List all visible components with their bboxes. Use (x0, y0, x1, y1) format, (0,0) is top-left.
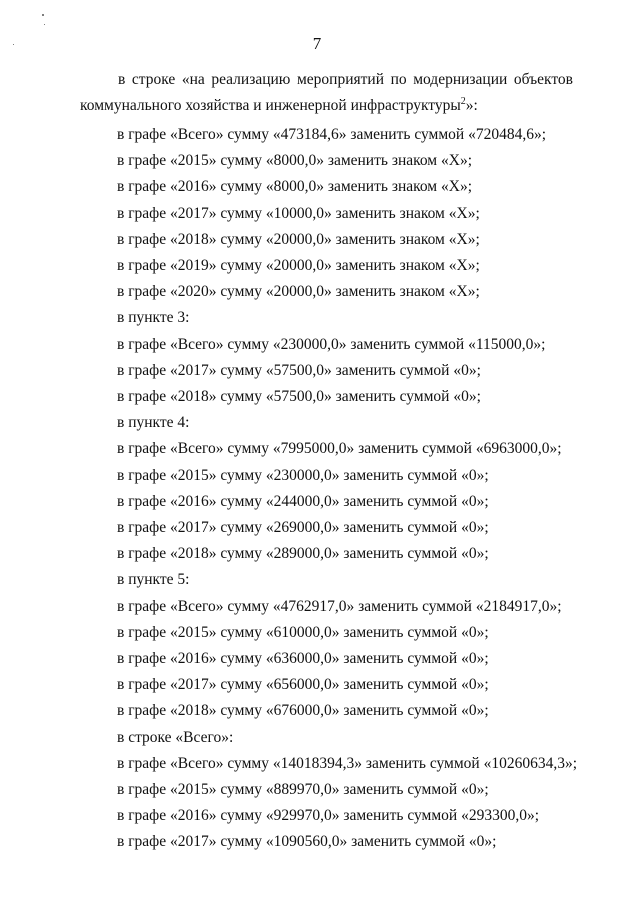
amendment-line: в графе «2015» сумму «610000,0» заменить суммой «0»; (117, 623, 489, 641)
section-heading-line: в пункте 5: (117, 571, 190, 589)
amendment-line: в графе «2015» сумму «8000,0» заменить знаком «Х»; (117, 152, 472, 170)
amendment-line: в графе «2017» сумму «1090560,0» заменить суммой «0»; (117, 833, 497, 851)
amendment-line: в графе «2018» сумму «57500,0» заменить суммой «0»; (117, 388, 481, 405)
scan-speck (44, 24, 45, 25)
amendment-line: в графе «2018» сумму «20000,0» заменить знаком «Х»; (117, 230, 480, 248)
section-heading-line: в пункте 4: (117, 414, 190, 432)
amendment-line: в графе «2019» сумму «20000,0» заменить знаком «Х»; (117, 257, 480, 274)
amendment-line: в графе «2017» сумму «10000,0» заменить знаком «Х»; (117, 204, 480, 222)
amendment-line: в графе «2018» сумму «676000,0» заменить суммой «0»; (117, 702, 489, 720)
amendment-line: в графе «2016» сумму «929970,0» заменить суммой «293300,0»; (117, 807, 540, 825)
section-heading-line: в пункте 3: (117, 309, 190, 327)
amendment-line: в графе «2015» сумму «889970,0» заменить суммой «0»; (117, 781, 489, 798)
amendment-line: в графе «2020» сумму «20000,0» заменить знаком «Х»; (117, 283, 480, 301)
intro-line-2 (80, 96, 478, 116)
amendment-line: в графе «2016» сумму «636000,0» заменить суммой «0»; (117, 650, 489, 667)
amendment-line: в графе «2017» сумму «269000,0» заменить суммой «0»; (117, 519, 489, 536)
amendment-line: в графе «2015» сумму «230000,0» заменить суммой «0»; (117, 466, 489, 484)
amendment-line: в графе «2017» сумму «57500,0» заменить суммой «0»; (117, 361, 481, 379)
amendment-line: в графе «2018» сумму «289000,0» заменить суммой «0»; (117, 545, 489, 563)
page-number: 7 (312, 34, 322, 53)
intro-line-2-text: коммунального хозяйства и инженерной инфраструктуры (80, 97, 461, 114)
amendment-line: в графе «2016» сумму «8000,0» заменить знаком «Х»; (117, 178, 472, 196)
intro-line-1: в строке «на реализацию мероприятий по модернизации объектов (118, 71, 573, 88)
amendment-line: в графе «Всего» сумму «14018394,3» заменить суммой «10260634,3»; (117, 754, 578, 772)
amendment-line: в графе «Всего» сумму «4762917,0» заменить суммой «2184917,0»; (117, 597, 562, 615)
amendment-line: в графе «Всего» сумму «230000,0» заменить суммой «115000,0»; (117, 335, 546, 353)
footnote-marker: 2 (460, 96, 466, 107)
amendment-line: в графе «Всего» сумму «7995000,0» заменить суммой «6963000,0»; (117, 440, 562, 458)
amendment-line: в графе «2017» сумму «656000,0» заменить суммой «0»; (117, 676, 489, 694)
section-heading-line: в строке «Всего»: (117, 728, 234, 746)
scan-speck (42, 14, 44, 16)
intro-line-2-end: »: (465, 97, 478, 114)
amendment-line: в графе «Всего» сумму «473184,6» заменить суммой «720484,6»; (117, 126, 547, 143)
amendment-line: в графе «2016» сумму «244000,0» заменить суммой «0»; (117, 492, 489, 510)
